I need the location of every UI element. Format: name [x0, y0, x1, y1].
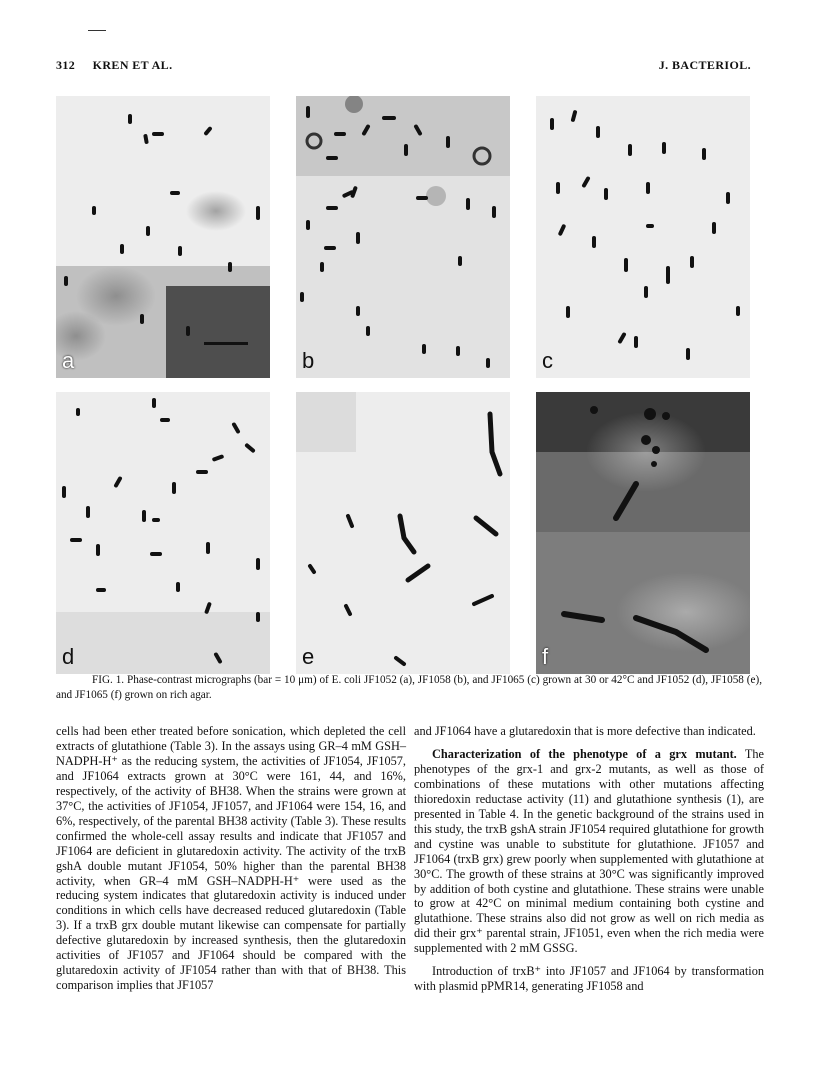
micrograph-filaments-icon — [536, 392, 750, 674]
panel-label-c: c — [542, 348, 553, 373]
micrograph-filaments-icon — [296, 392, 510, 674]
paragraph: and JF1064 have a glutaredoxin that is more defective than indicated. — [414, 724, 756, 738]
micrograph-short-rods-icon — [536, 96, 750, 378]
micrograph-panel-c — [536, 96, 750, 378]
micrograph-short-rods-icon — [296, 96, 510, 378]
micrograph-panel-a — [56, 96, 270, 378]
panel-label-b: b — [302, 348, 315, 373]
running-header-left — [56, 58, 186, 73]
figure-caption: FIG. 1. Phase-contrast micrographs (bar = 10 μm) of E. coli JF1052 (a), JF1058 (b), and JF1065 (c) grown at 30 or 42°C and JF1052 (d), JF1058 (e), and JF1065 (f) grown on rich agar. — [56, 674, 762, 701]
page-corner-mark — [88, 30, 106, 31]
right-column — [414, 724, 764, 994]
paragraph: Introduction of trxB⁺ into JF1057 and JF1064 by transformation with plasmid pPMR14, generating JF1058 and — [414, 964, 764, 994]
micrograph-panel-f — [536, 392, 750, 674]
panel-label-f: f — [542, 644, 549, 669]
paragraph: cells had been ether treated before sonication, which depleted the cell extracts of glutathione (Table 3). In the assays using GR–4 mM GSH–NADPH-H⁺ as the reducing system, the activities of JF1054, JF1057, and JF1064 extracts grown at 30°C were 161, 44, and 16%, respectively, of the activity of BH38. When the strains were grown at 37°C, the activities of JF1054, JF1057, and JF1064 were 154, 16, and 6%, respectively, of the parental BH38 activity (Table 3). These results confirmed the whole-cell assay results and indicate that JF1057 and JF1064 are deficient in glutaredoxin activity. The activity of the trxB gshA double mutant JF1054, 50% higher than the parental BH38 activity, when GR–4 mM GSH–NADPH-H⁺ were used as the reducing system indicates that glutaredoxin activity is induced under conditions in which cells have decreased reduced glutaredoxin (Table 3). If a trxB grx double mutant likewise can compensate for partially defective glutaredoxin by increased synthesis, then the glutaredoxin activities of JF1057 and JF1064 should be compared with the glutaredoxin activity of JF1054 rather than with that of BH38. This comparison implies that JF1057 — [56, 724, 406, 993]
left-column — [56, 724, 406, 993]
page-number: 312 — [56, 58, 76, 72]
micrograph-short-rods-icon — [56, 96, 270, 378]
panel-label-e: e — [302, 644, 315, 669]
micrograph-panel-d — [56, 392, 270, 674]
paragraph-body: The phenotypes of the grx-1 and grx-2 mutants, as well as those of combinations of these mutations with other mutations affecting thioredoxin reductase activity (11) and glutathione synthesis (1), are presented in Table 4. In the genetic background of the strains used in this study, the trxB gshA strain JF1054 required glutathione for growth and cystine was unable to substitute for glutathione. JF1057 and JF1064 (trxB grx) grew poorly when supplemented with glutathione at 30°C. The growth of these strains at 30°C was significantly improved by addition of both cystine and glutathione. These strains were unable to grow at 42°C on minimal medium containing both cystine and glutathione. These strains also did not grow as well on rich media as did their grx⁺ parental strain, JF1051, even when the rich media were supplemented with 2 mM GSSG. — [414, 746, 764, 956]
panel-label-a: a — [62, 348, 75, 373]
micrograph-panel-e — [296, 392, 510, 674]
section-heading: Characterization of the phenotype of a grx mutant. — [432, 746, 737, 761]
micrograph-panel-b — [296, 96, 510, 378]
paragraph — [414, 747, 764, 956]
panel-label-d: d — [62, 644, 75, 669]
running-authors: KREN ET AL. — [92, 58, 173, 72]
journal-name: J. BACTERIOL. — [658, 58, 751, 72]
micrograph-short-rods-icon — [56, 392, 270, 674]
